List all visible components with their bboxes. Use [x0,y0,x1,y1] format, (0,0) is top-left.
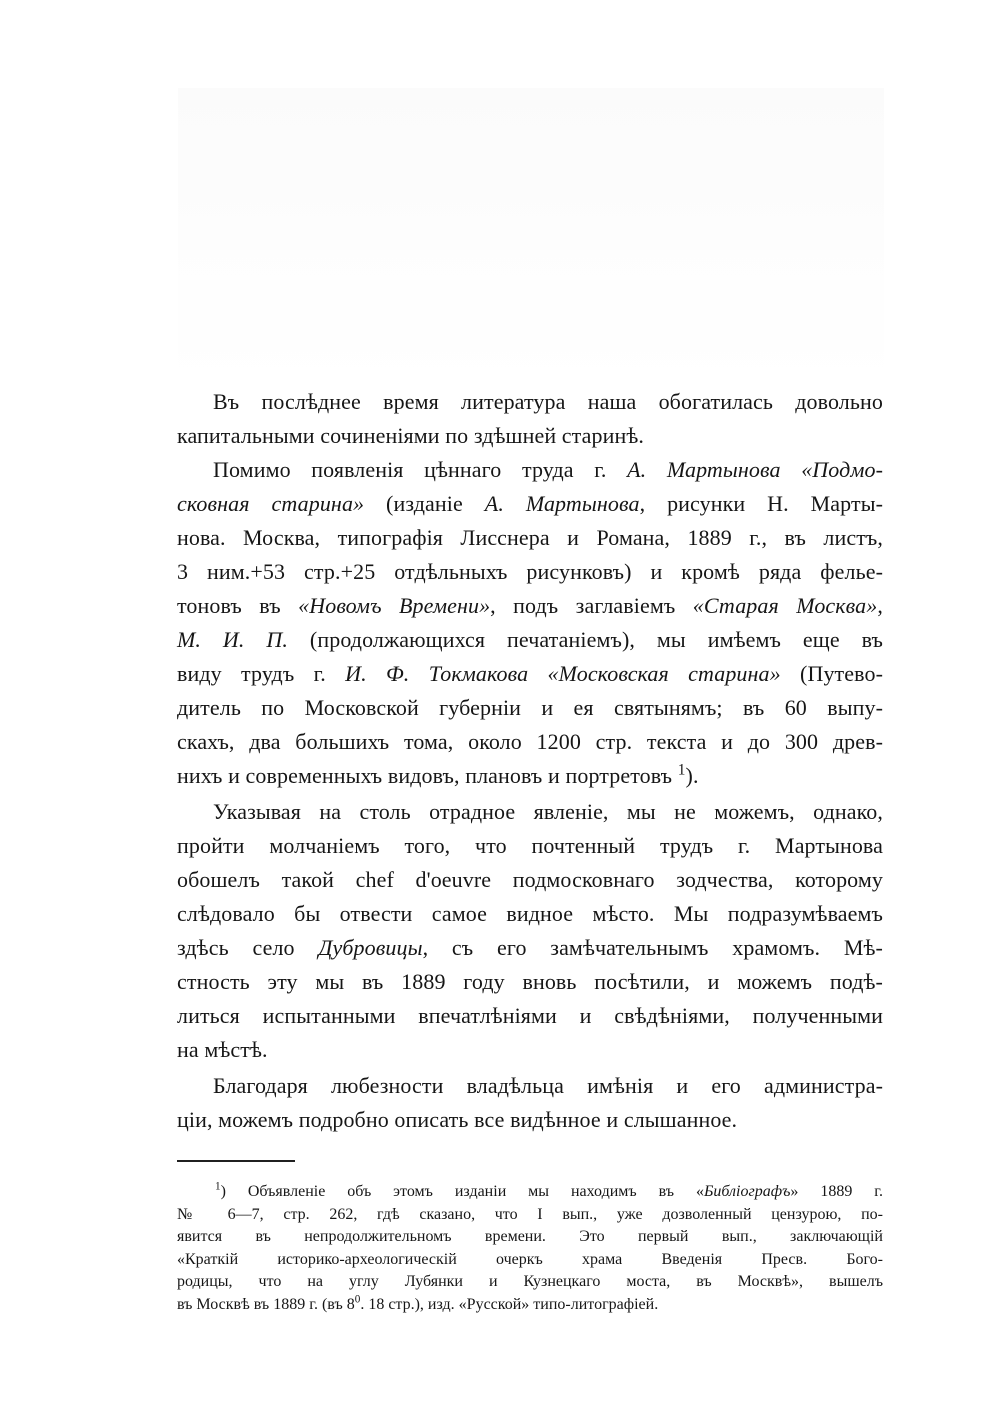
text-run: родицы, что на углу Лубянки и Кузнецкаго моста, въ Москвѣ», вышелъ [177,1273,883,1290]
text-run: нихъ и современныхъ видовъ, плановъ и портретовъ [177,763,678,788]
body-line [177,1033,883,1067]
footnote-line [177,1271,883,1294]
text-run: здѣсь село [177,935,319,960]
text-run: дитель по Московской губерніи и ея святынямъ; въ 60 выпу- [177,695,883,720]
body-line [177,657,883,691]
text-run: капитальными сочиненіями по здѣшней старинѣ. [177,423,645,448]
body-line [177,623,883,657]
text-run: ) Объявленіе объ этомъ изданіи мы находимъ въ « [220,1183,704,1200]
body-text [177,385,883,1137]
italic-text: И. Ф. Токмакова «Московская старина» [345,661,781,686]
body-line [177,555,883,589]
text-run: № 6—7, стр. 262, гдѣ сказано, что I вып., уже дозволенный цензурою, по- [177,1205,883,1223]
footnote-line [177,1181,883,1204]
text-run: , [877,593,883,618]
body-line [177,691,883,725]
italic-text: А. Мартынова [484,491,640,516]
body-line [177,521,883,555]
text-run: явится въ непродолжительномъ времени. Это первый вып., заключающій [177,1228,883,1245]
text-run: тоновъ въ [177,593,299,618]
text-run: слѣдовало бы отвести самое видное мѣсто. Мы подразумѣваемъ [177,901,883,926]
body-line [177,897,883,931]
footnote-marker: 1 [215,1180,221,1193]
body-line [177,795,883,829]
text-run: , рисунки Н. Марты- [639,491,884,516]
body-line [177,725,883,759]
body-line [177,965,883,999]
text-run: въ Москвѣ въ 1889 г. (въ 8 [177,1295,355,1313]
text-run: . 18 стр.), изд. «Русской» типо-литографіей. [360,1295,659,1313]
text-run: Указывая на столь отрадное явленіе, мы не можемъ, однако, [213,799,883,824]
body-line [177,1069,883,1103]
footnote-marker: 0 [354,1293,361,1306]
body-line [177,453,883,487]
text-run: Помимо появленія цѣннаго труда г. [213,457,628,482]
text-run: Благодаря любезности владѣльца имѣнія и его администра- [213,1073,883,1098]
italic-text: «Старая Москва» [692,593,878,618]
text-run: обошелъ такой chef d'oeuvre подмосковнаго зодчества, которому [177,867,883,892]
text-run: «Краткій историко-археологическій очеркъ храма Введенія Пресв. Бого- [177,1250,883,1268]
body-line [177,1103,883,1137]
text-run: ціи, можемъ подробно описать все видѣнное и слышанное. [177,1107,738,1132]
text-run: (изданіе [364,491,485,516]
body-line [177,419,883,453]
body-line [177,999,883,1033]
text-run: скахъ, два большихъ тома, около 1200 стр. текста и до 300 древ- [177,729,883,754]
footnote-marker: 1 [677,761,686,779]
italic-text: М. И. П. [177,627,289,652]
text-run: Въ послѣднее время литература наша обогатилась довольно [213,389,883,414]
text-run: 3 ним.+53 стр.+25 отдѣльныхъ рисунковъ) и кромѣ ряда фелье- [177,559,883,584]
text-run: пройти молчаніемъ того, что почтенный трудъ г. Мартынова [177,833,883,858]
italic-text: сковная старина» [177,491,365,516]
footnote [177,1181,883,1316]
body-line [177,487,883,521]
text-run: нова. Москва, типографія Лисснера и Романа, 1889 г., въ листъ, [177,525,883,550]
text-run: литься испытанными впечатлѣніями и свѣдѣніями, полученными [177,1003,883,1028]
text-run: , подъ заглавіемъ [490,593,693,618]
footnote-line [177,1294,883,1317]
text-run: » 1889 г. [790,1183,883,1200]
footnote-line [177,1204,883,1227]
text-run: виду трудъ г. [177,661,346,686]
text-run: , съ его замѣчательнымъ храмомъ. Мѣ- [422,935,883,960]
footnote-separator [177,1160,295,1162]
italic-text: Библіографъ [703,1183,791,1200]
body-line [177,759,883,793]
text-run: стность эту мы въ 1889 году вновь посѣтили, и можемъ подѣ- [177,969,883,994]
footnote-line [177,1249,883,1272]
body-line [177,385,883,419]
text-run: на мѣстѣ. [177,1037,268,1062]
text-run: (Путево- [780,661,883,686]
text-run: (продолжающихся печатаніемъ), мы имѣемъ еще въ [288,627,883,652]
body-line [177,863,883,897]
body-line [177,589,883,623]
body-line [177,931,883,965]
italic-text: Дубровицы [318,935,423,960]
body-line [177,829,883,863]
italic-text: «Новомъ Времени» [298,593,491,618]
page-scan-background [178,88,884,388]
text-run: ). [685,763,699,788]
italic-text: А. Мартынова «Подмо- [627,457,883,482]
footnote-line [177,1226,883,1249]
